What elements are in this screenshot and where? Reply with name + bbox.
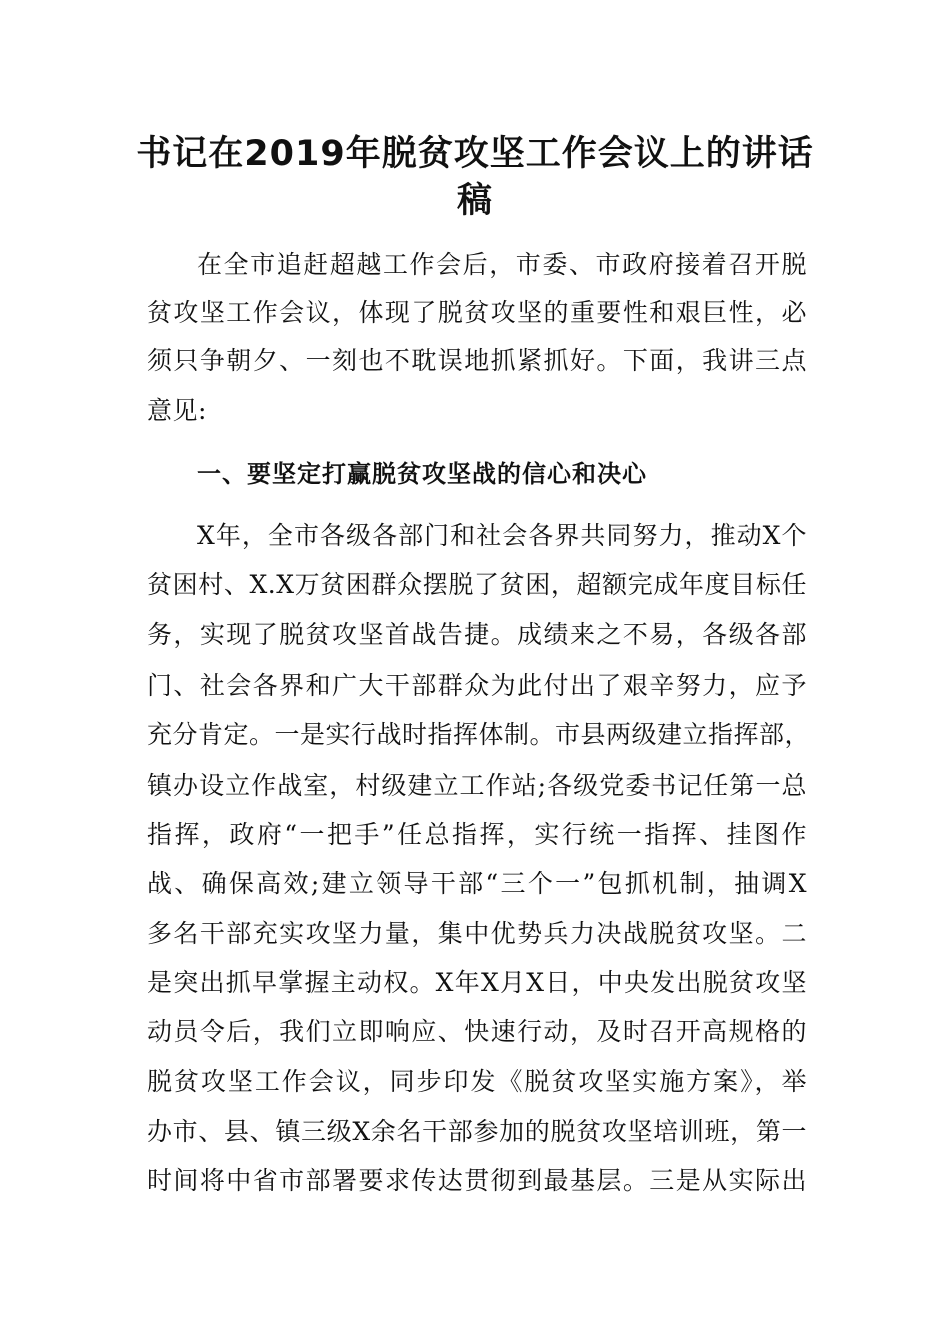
section-heading: 一、要坚定打赢脱贫攻坚战的信心和决心 (197, 460, 647, 488)
paragraph-line: 是突出抓早掌握主动权。X年X月X日，中央发出脱贫攻坚 (147, 968, 807, 997)
paragraph-line: 动员令后，我们立即响应、快速行动，及时召开高规格的 (147, 1017, 807, 1046)
paragraph-line: 脱贫攻坚工作会议，同步印发《脱贫攻坚实施方案》，举 (147, 1067, 807, 1096)
paragraph-line: 时间将中省市部署要求传达贯彻到最基层。三是从实际出 (147, 1166, 807, 1195)
paragraph-line: 镇办设立作战室，村级建立工作站;各级党委书记任第一总 (147, 771, 807, 800)
paragraph-line: 办市、县、镇三级X余名干部参加的脱贫攻坚培训班，第一 (147, 1117, 807, 1146)
paragraph-line: 务，实现了脱贫攻坚首战告捷。成绩来之不易，各级各部 (147, 620, 807, 649)
paragraph-line: 贫攻坚工作会议，体现了脱贫攻坚的重要性和艰巨性，必 (147, 298, 807, 327)
document-title-continued: 稿 (456, 181, 493, 221)
paragraph-line: 意见: (147, 396, 207, 425)
paragraph-line: 指挥，政府“一把手”任总指挥，实行统一指挥、挂图作 (147, 820, 807, 849)
paragraph-line: X年，全市各级各部门和社会各界共同努力，推动X个 (197, 521, 807, 550)
paragraph-line: 多名干部充实攻坚力量，集中优势兵力决战脱贫攻坚。二 (147, 919, 807, 948)
paragraph-line: 充分肯定。一是实行战时指挥体制。市县两级建立指挥部， (147, 720, 811, 749)
paragraph-line: 战、确保高效;建立领导干部“三个一”包抓机制，抽调X (147, 869, 807, 898)
paragraph-line: 须只争朝夕、一刻也不耽误地抓紧抓好。下面，我讲三点 (147, 346, 807, 375)
document-title: 书记在2019年脱贫攻坚工作会议上的讲话 (136, 134, 814, 174)
paragraph-line: 贫困村、X.X万贫困群众摆脱了贫困，超额完成年度目标任 (147, 570, 807, 599)
paragraph-line: 门、社会各界和广大干部群众为此付出了艰辛努力，应予 (147, 671, 807, 700)
paragraph-line: 在全市追赶超越工作会后，市委、市政府接着召开脱 (197, 250, 807, 279)
